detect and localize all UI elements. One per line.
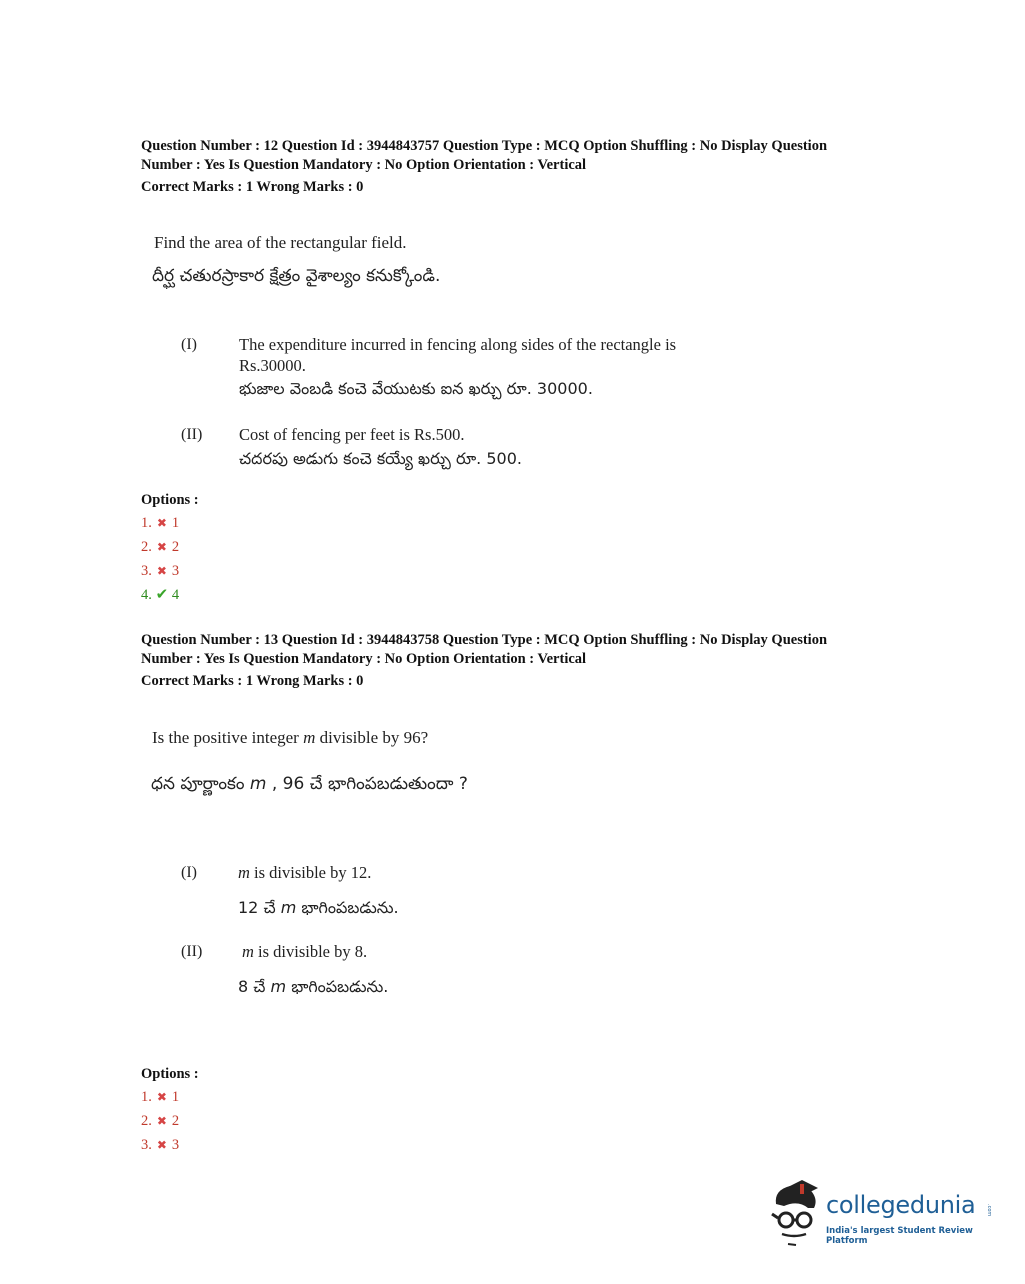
logo-name: collegedunia xyxy=(826,1191,976,1219)
option-value: 3 xyxy=(171,1137,180,1153)
option-number: 3. xyxy=(141,1137,152,1153)
question-13-text-en xyxy=(152,728,428,748)
text-segment: భాగింపబడును. xyxy=(296,898,399,917)
statement-12-1-en xyxy=(239,334,676,376)
option-number: 4. xyxy=(141,587,152,603)
statement-12-2-en: Cost of fencing per feet is Rs.500. xyxy=(239,425,465,444)
question-12-text-te: దీర్ఘ చతురస్రాకార క్షేత్రం వైశాల్యం కనుక్కోండి. xyxy=(152,266,441,286)
option-value: 1 xyxy=(171,1089,180,1105)
statement-number: (II) xyxy=(181,943,203,960)
meta-line: Number : Yes Is Question Mandatory : No Option Orientation : Vertical xyxy=(141,651,587,667)
text-segment: is divisible by 8. xyxy=(253,942,368,961)
question-12-text-en: Find the area of the rectangular field. xyxy=(154,233,407,252)
cross-icon: ✖ xyxy=(156,564,167,578)
variable: m xyxy=(238,863,250,882)
logo-suffix: .com xyxy=(986,1204,992,1217)
cross-icon: ✖ xyxy=(156,1114,167,1128)
cross-icon: ✖ xyxy=(156,540,167,554)
option-number: 3. xyxy=(141,563,152,579)
statement-13-2-te xyxy=(238,977,388,1000)
check-icon: ✔ xyxy=(155,587,169,603)
statement-line: Rs.30000. xyxy=(239,356,306,375)
statement-number: (II) xyxy=(181,426,203,443)
statement-13-1-te xyxy=(238,898,399,921)
question-12-meta xyxy=(141,137,911,197)
logo-tagline: India's largest Student Review Platform xyxy=(826,1226,973,1246)
option-value: 3 xyxy=(171,563,180,579)
variable: m xyxy=(303,728,316,747)
statement-12-2-te: చదరపు అడుగు కంచె కయ్యే ఖర్చు రూ. 500. xyxy=(239,449,522,468)
option-number: 1. xyxy=(141,1089,152,1105)
text-segment: ధన పూర్ణాంకం xyxy=(151,774,250,794)
option-3 xyxy=(141,561,179,581)
variable: m xyxy=(270,977,287,996)
option-value: 2 xyxy=(171,1113,180,1129)
option-3 xyxy=(141,1135,179,1155)
question-13-text-te xyxy=(151,774,468,798)
question-13-meta xyxy=(141,631,911,691)
text-segment: , 96 చే భాగింపబడుతుందా ? xyxy=(266,774,468,794)
option-value: 1 xyxy=(171,515,180,531)
statement-number: (I) xyxy=(181,336,197,353)
option-2 xyxy=(141,537,179,557)
statement-line: The expenditure incurred in fencing along sides of the rectangle is xyxy=(239,335,677,354)
option-value: 4 xyxy=(171,587,180,603)
variable: m xyxy=(242,942,254,961)
meta-line: Question Number : 13 Question Id : 3944843758 Question Type : MCQ Option Shuffling : No Display Question xyxy=(141,632,828,648)
variable: m xyxy=(280,898,297,917)
meta-line: Correct Marks : 1 Wrong Marks : 0 xyxy=(141,673,364,689)
text-segment: భాగింపబడును. xyxy=(286,977,389,996)
option-2 xyxy=(141,1111,179,1131)
statement-13-2-en xyxy=(242,941,367,962)
options-title: Options : xyxy=(141,492,199,508)
text-segment: 8 చే xyxy=(238,977,271,996)
option-number: 2. xyxy=(141,539,152,555)
statement-number: (I) xyxy=(181,864,197,881)
statement-12-1-te: భుజాల వెంబడి కంచె వేయుటకు ఐన ఖర్చు రూ. 30000. xyxy=(239,379,593,398)
text-segment: Is the positive integer xyxy=(152,728,304,747)
cross-icon: ✖ xyxy=(156,516,167,530)
option-4 xyxy=(141,585,179,605)
variable: m xyxy=(249,774,267,794)
cross-icon: ✖ xyxy=(156,1090,167,1104)
options-title: Options : xyxy=(141,1066,199,1082)
option-1 xyxy=(141,513,179,533)
collegedunia-logo xyxy=(768,1178,993,1248)
option-number: 2. xyxy=(141,1113,152,1129)
meta-line: Number : Yes Is Question Mandatory : No Option Orientation : Vertical xyxy=(141,157,587,173)
option-1 xyxy=(141,1087,179,1107)
statement-13-1-en xyxy=(238,862,371,883)
cross-icon: ✖ xyxy=(156,1138,167,1152)
option-number: 1. xyxy=(141,515,152,531)
meta-line: Correct Marks : 1 Wrong Marks : 0 xyxy=(141,179,364,195)
text-segment: is divisible by 12. xyxy=(249,863,372,882)
text-segment: 12 చే xyxy=(238,898,281,917)
meta-line: Question Number : 12 Question Id : 3944843757 Question Type : MCQ Option Shuffling : No Display Question xyxy=(141,138,828,154)
text-segment: divisible by 96? xyxy=(315,728,429,747)
mascot-icon xyxy=(768,1178,828,1248)
option-value: 2 xyxy=(171,539,180,555)
